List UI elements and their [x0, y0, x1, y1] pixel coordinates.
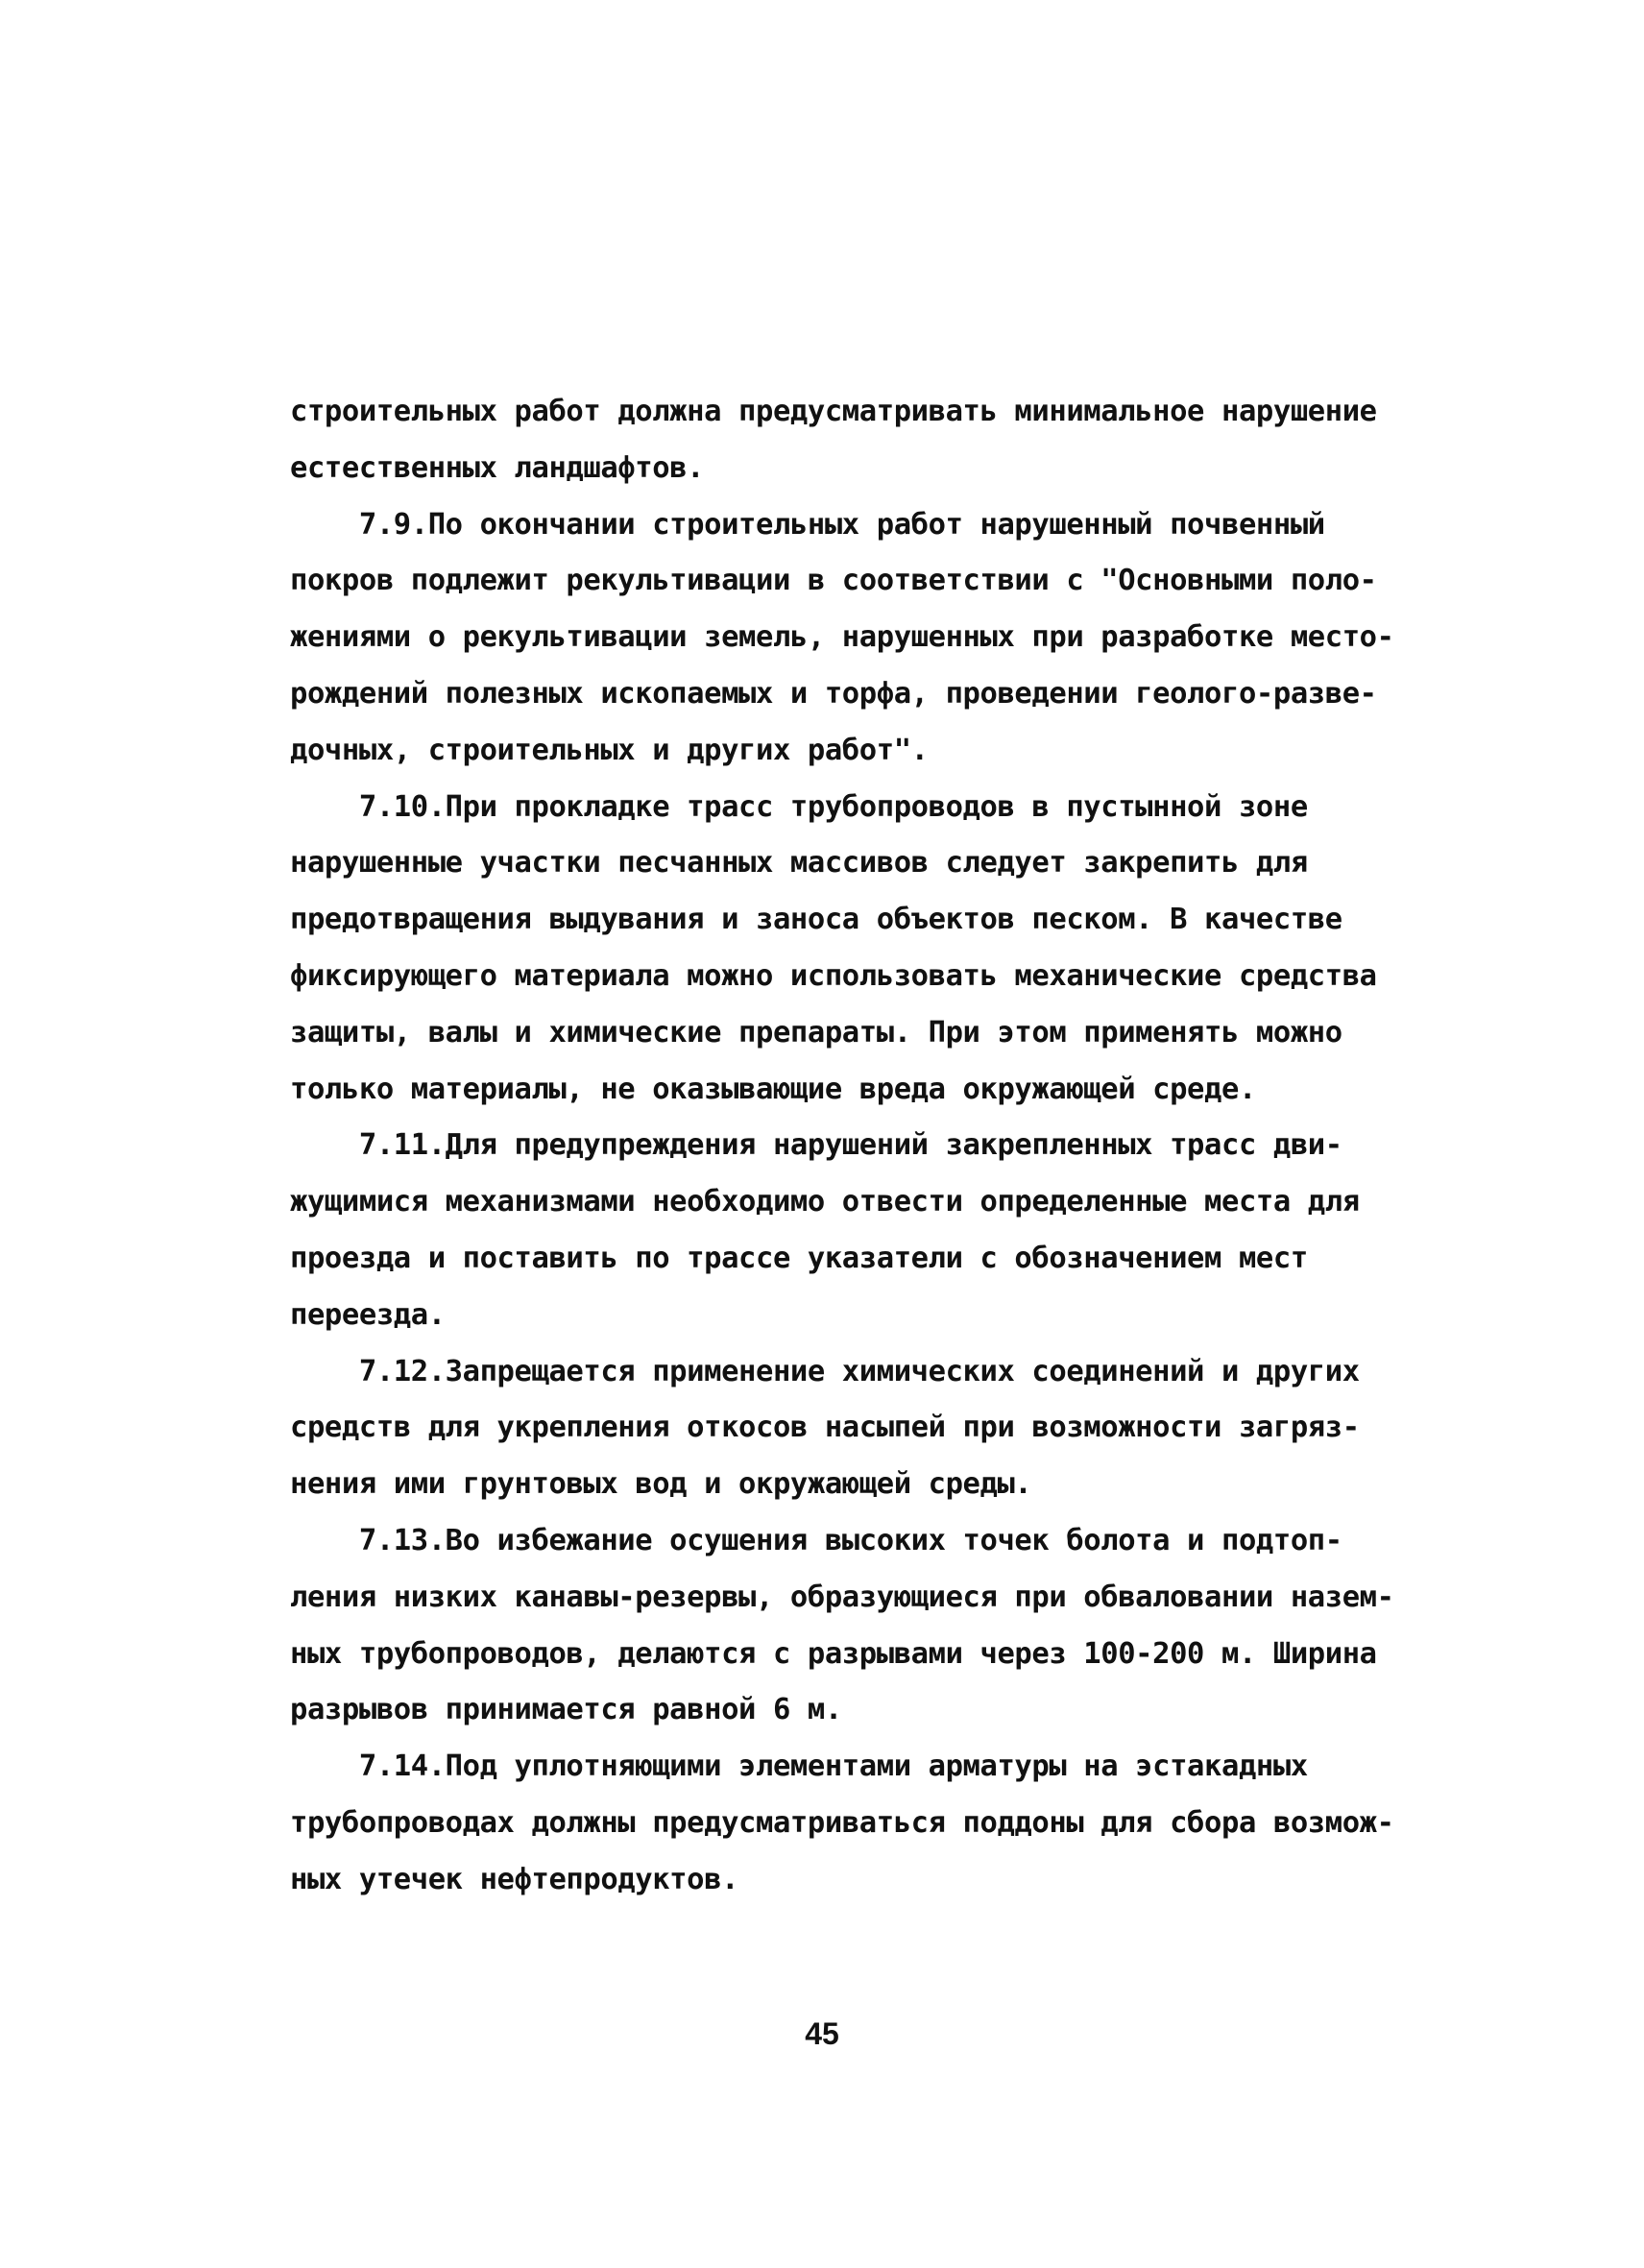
body-text [290, 384, 1423, 1909]
text-line: 7.13.Во избежание осушения высоких точек болота и подтоп- [290, 1523, 1342, 1557]
text-line: трубопроводах должны предусматриваться поддоны для сбора возмож- [290, 1805, 1394, 1840]
paragraph-p-7-12 [290, 1344, 1423, 1513]
text-line: жущимися механизмами необходимо отвести определенные места для [290, 1185, 1360, 1219]
paragraph-p-7-8-cont [290, 384, 1423, 497]
text-line: 7.14.Под уплотняющими элементами арматуры на эстакадных [290, 1749, 1308, 1784]
text-line: 7.12.Запрещается применение химических соединений и других [290, 1354, 1360, 1388]
text-line: 7.10.При прокладке трасс трубопроводов в пустынной зоне [290, 789, 1308, 824]
text-line: строительных работ должна предусматривать минимальное нарушение [290, 395, 1377, 428]
text-line: дочных, строительных и других работ". [290, 733, 929, 767]
text-line: предотвращения выдувания и заноса объектов песком. В качестве [290, 903, 1342, 937]
text-line: покров подлежит рекультивации в соответствии с "Основными поло- [290, 564, 1377, 598]
text-line: нения ими грунтовых вод и окружающей среды. [290, 1467, 1032, 1502]
text-line: защиты, валы и химические препараты. При этом применять можно [290, 1015, 1342, 1050]
paragraph-p-7-13 [290, 1513, 1423, 1739]
paragraph-p-7-14 [290, 1739, 1423, 1908]
text-line: только материалы, не оказывающие вреда окружающей среде. [290, 1072, 1256, 1106]
text-line: жениями о рекультивации земель, нарушенных при разработке место- [290, 620, 1394, 655]
text-line: фиксирующего материала можно использовать механические средства [290, 958, 1377, 993]
text-line: ления низких канавы-резервы, образующиеся при обваловании назем- [290, 1580, 1394, 1614]
text-line: проезда и поставить по трассе указатели с обозначением мест [290, 1241, 1308, 1275]
paragraph-p-7-10 [290, 780, 1423, 1119]
paragraph-p-7-9 [290, 497, 1423, 780]
page-number: 45 [805, 2016, 839, 2051]
text-line: средств для укрепления откосов насыпей при возможности загряз- [290, 1411, 1360, 1445]
text-line: нарушенные участки песчанных массивов следует закрепить для [290, 846, 1308, 881]
text-line: ных утечек нефтепродуктов. [290, 1862, 739, 1896]
text-line: ных трубопроводов, делаются с разрывами через 100-200 м. Ширина [290, 1636, 1377, 1671]
text-line: 7.9.По окончании строительных работ нарушенный почвенный [290, 507, 1325, 542]
text-line: разрывов принимается равной 6 м. [290, 1693, 842, 1727]
text-line: переезда. [290, 1297, 446, 1332]
text-line: естественных ландшафтов. [290, 450, 705, 485]
paragraph-p-7-11 [290, 1118, 1423, 1343]
text-line: 7.11.Для предупреждения нарушений закрепленных трасс дви- [290, 1128, 1342, 1163]
text-line: рождений полезных ископаемых и торфа, проведении геолого-разве- [290, 676, 1377, 711]
